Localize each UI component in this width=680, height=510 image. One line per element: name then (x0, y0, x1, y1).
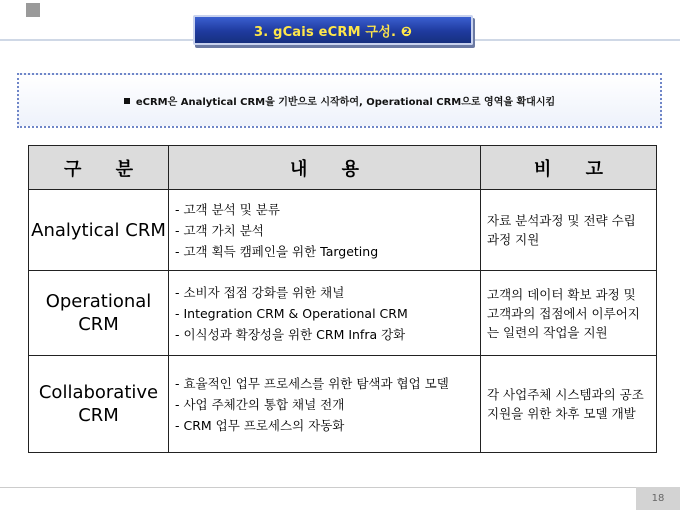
content-item: - CRM 업무 프로세스의 자동화 (175, 417, 345, 433)
content-item: - 사업 주체간의 통합 채널 전개 (175, 396, 345, 412)
content-item: - 효율적인 업무 프로세스를 위한 탐색과 협업 모델 (175, 375, 449, 391)
note-cell: 자료 분석과정 및 전략 수립 과정 지원 (481, 190, 657, 271)
crm-table (28, 145, 657, 453)
crm-type-cell: Operational CRM (29, 271, 169, 356)
table-header-row (29, 146, 657, 190)
page-number: 18 (636, 487, 680, 510)
header-content: 내 용 (169, 146, 481, 190)
table-row (29, 356, 657, 453)
summary-line (124, 93, 555, 108)
summary-text: eCRM은 Analytical CRM을 기반으로 시작하여, Operational CRM으로 영역을 확대시킴 (135, 97, 556, 108)
page-title: 3. gCais eCRM 구성. ❷ (253, 24, 413, 40)
title-banner (193, 15, 473, 45)
summary-box (17, 73, 662, 128)
table-row (29, 190, 657, 271)
table-row (29, 271, 657, 356)
footer-divider (0, 487, 680, 488)
content-item: - 소비자 접점 강화를 위한 채널 (175, 284, 345, 300)
content-item: - 고객 가치 분석 (175, 222, 264, 238)
crm-type-cell: Collaborative CRM (29, 356, 169, 453)
note-cell: 고객의 데이터 확보 과정 및 고객과의 접점에서 이루어지는 일련의 작업을 지원 (481, 271, 657, 356)
bullet-square-icon (124, 98, 130, 104)
content-item: - 고객 획득 캠페인을 위한 Targeting (175, 243, 379, 259)
content-cell (169, 356, 481, 453)
content-cell (169, 271, 481, 356)
header-category: 구 분 (29, 146, 169, 190)
content-item: - 이식성과 확장성을 위한 CRM Infra 강화 (175, 326, 406, 342)
content-cell (169, 190, 481, 271)
crm-type-cell: Analytical CRM (29, 190, 169, 271)
corner-square-mark (26, 3, 40, 17)
content-item: - Integration CRM & Operational CRM (175, 305, 408, 321)
content-item: - 고객 분석 및 분류 (175, 201, 280, 217)
note-cell: 각 사업주체 시스템과의 공조 지원을 위한 차후 모델 개발 (481, 356, 657, 453)
header-note: 비 고 (481, 146, 657, 190)
